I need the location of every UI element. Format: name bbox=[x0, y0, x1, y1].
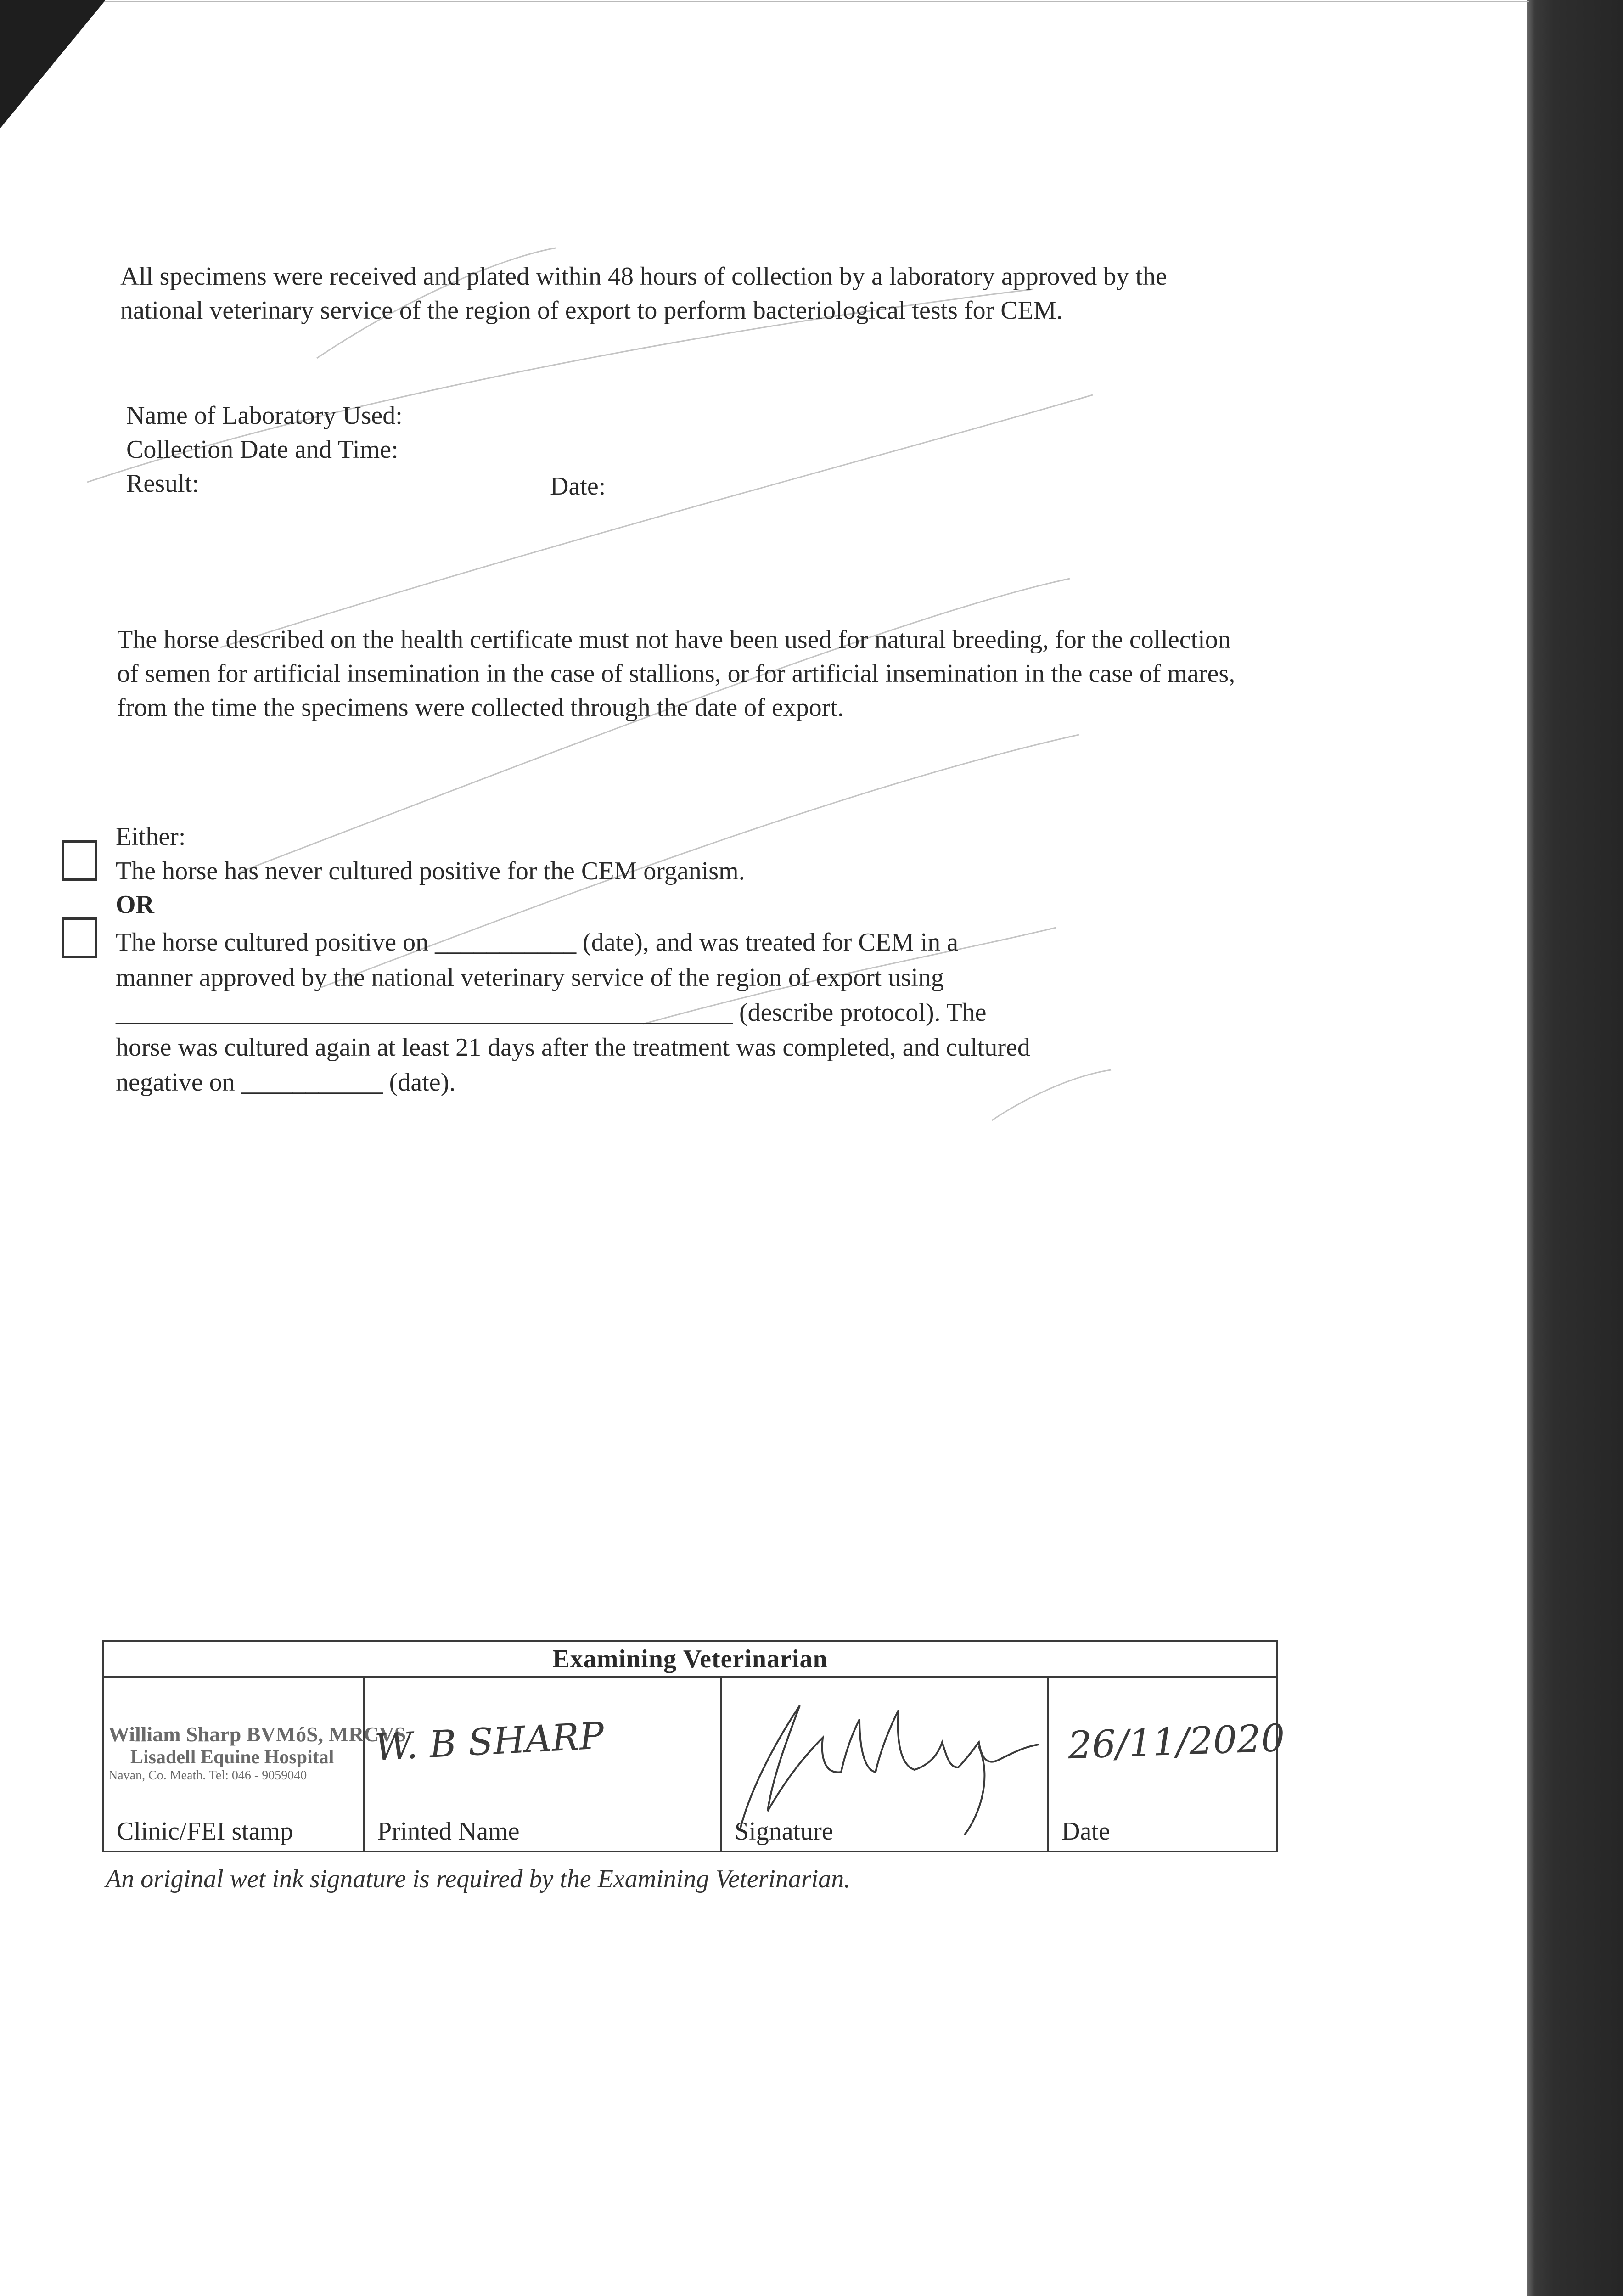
date-value: 26/11/2020 bbox=[1067, 1716, 1286, 1768]
option2-line5: negative on ___________ (date). bbox=[116, 1068, 456, 1097]
breeding-paragraph: The horse described on the health certificate must not have been used for natural breeding, for the collection of semen for artificial insemination in the case of stallions, or for artificial insemination in the case of mares, from the time the specimens were collected through the date of export. bbox=[117, 625, 1236, 722]
clinic-stamp bbox=[108, 1722, 406, 1783]
clinic-stamp-cell bbox=[103, 1677, 406, 1851]
signature-label: Signature bbox=[735, 1817, 833, 1846]
never-positive-checkbox[interactable] bbox=[62, 840, 97, 881]
option2-line2: manner approved by the national veterinary service of the region of export using bbox=[116, 963, 944, 992]
printed-name-value: W. B SHARP bbox=[373, 1714, 605, 1769]
lab-name-label: Name of Laboratory Used: bbox=[126, 401, 403, 430]
collection-date-label: Collection Date and Time: bbox=[126, 435, 399, 464]
stamp-line-3: Navan, Co. Meath. Tel: 046 - 9059040 bbox=[108, 1768, 307, 1783]
result-date-label: Date: bbox=[550, 472, 606, 501]
result-label: Result: bbox=[126, 469, 199, 498]
wet-ink-footnote: An original wet ink signature is required by the Examining Veterinarian. bbox=[106, 1865, 851, 1893]
or-label: OR bbox=[116, 890, 154, 919]
stamp-line-2: Lisadell Equine Hospital bbox=[130, 1747, 334, 1768]
either-label: Either: bbox=[116, 822, 186, 851]
clinic-stamp-label: Clinic/FEI stamp bbox=[117, 1817, 293, 1846]
vet-table-header: Examining Veterinarian bbox=[103, 1641, 1277, 1677]
printed-name-cell[interactable] bbox=[364, 1677, 721, 1851]
scanner-edge bbox=[1527, 0, 1623, 2296]
printed-name-label: Printed Name bbox=[377, 1817, 520, 1846]
date-label: Date bbox=[1061, 1817, 1110, 1846]
examining-veterinarian-table bbox=[102, 1640, 1286, 1852]
cultured-positive-checkbox[interactable] bbox=[62, 917, 97, 958]
date-cell[interactable] bbox=[1048, 1677, 1286, 1851]
option2-line1: The horse cultured positive on ___________ (date), and was treated for CEM in a bbox=[116, 928, 959, 957]
scan-top-line bbox=[101, 1, 1529, 2]
stamp-line-1: William Sharp BVMóS, MRCVS bbox=[108, 1722, 406, 1746]
option2-line3: ________________________________________________ (describe protocol). The bbox=[116, 998, 987, 1027]
folded-corner bbox=[0, 0, 119, 138]
signature-cell[interactable] bbox=[721, 1677, 1048, 1851]
lab-paragraph: All specimens were received and plated within 48 hours of collection by a laboratory approved by the national veterinary service of the region of export to perform bacteriological tests for CEM. bbox=[120, 262, 1167, 325]
option2-line4: horse was cultured again at least 21 days after the treatment was completed, and cultured bbox=[116, 1033, 1030, 1062]
option1-text: The horse has never cultured positive for the CEM organism. bbox=[116, 857, 745, 885]
